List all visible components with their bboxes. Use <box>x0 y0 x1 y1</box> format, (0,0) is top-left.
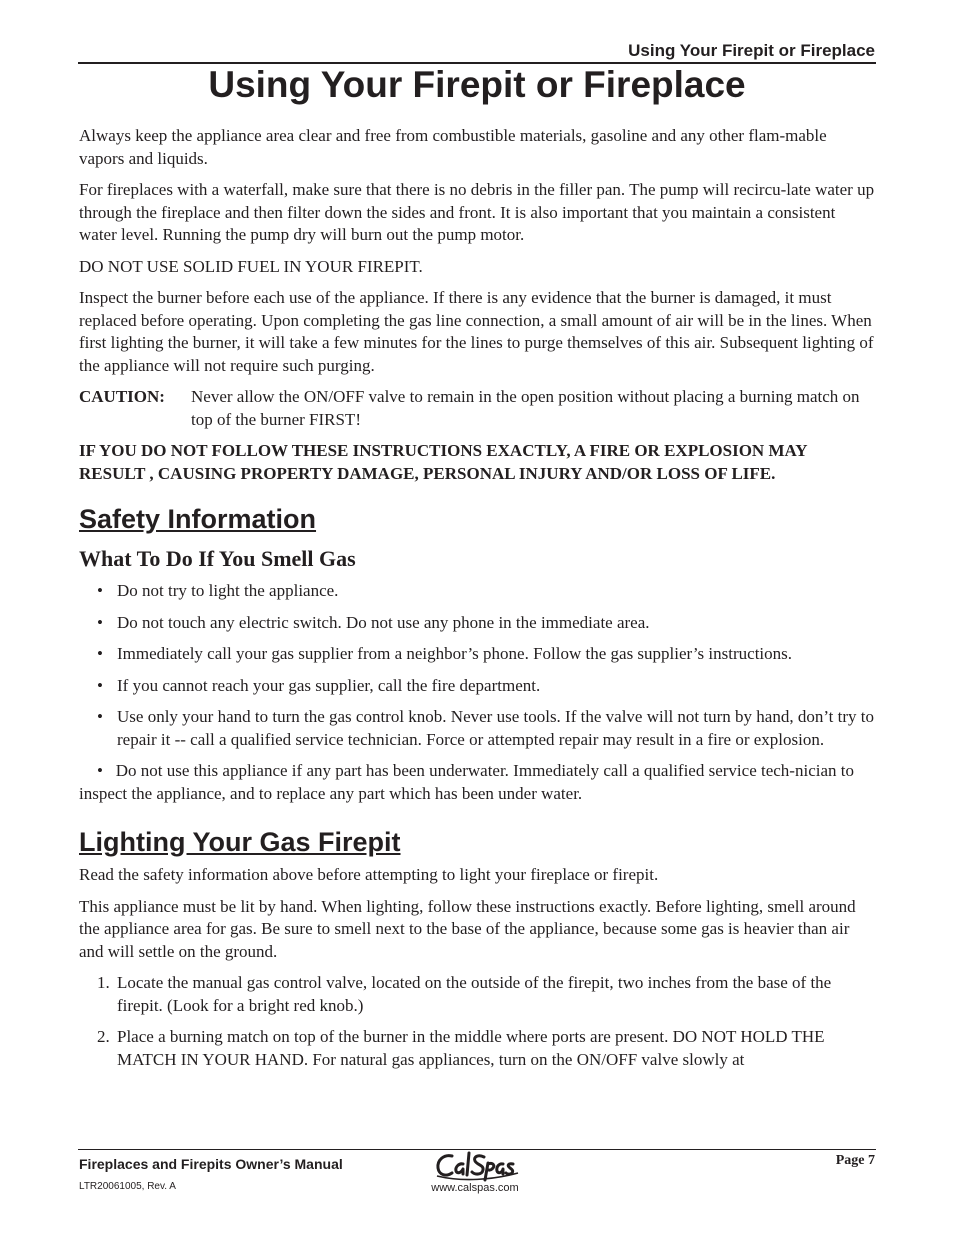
bullet-glyph: • <box>97 707 103 726</box>
calspas-logo <box>432 1149 522 1183</box>
page-title: Using Your Firepit or Fireplace <box>208 64 746 105</box>
page-content <box>79 125 876 1080</box>
list-item-text: Do not try to light the appliance. <box>117 581 339 600</box>
lighting-intro-paragraph: Read the safety information above before attempting to light your fireplace or firepit. <box>79 865 659 884</box>
list-item-text: Immediately call your gas supplier from a neighbor’s phone. Follow the gas supplier’s instructions. <box>117 644 793 663</box>
footer-doc-number: LTR20061005, Rev. A <box>79 1181 176 1192</box>
smell-gas-subheading: What To Do If You Smell Gas <box>79 546 356 571</box>
safety-heading: Safety Information <box>79 504 317 534</box>
list-item <box>79 612 876 635</box>
list-item <box>79 580 876 603</box>
step-item <box>79 1026 876 1071</box>
footer-url: www.calspas.com <box>431 1182 519 1194</box>
step-item <box>79 972 876 1017</box>
step-number: 1. <box>97 973 110 992</box>
footer-manual-title: Fireplaces and Firepits Owner’s Manual <box>79 1156 343 1172</box>
list-item-text: Use only your hand to turn the gas control knob. Never use tools. If the valve will not turn by hand, don’t try to repair it -- call a qualified service technician. Force or attempted repair may result in a fire or explosion. <box>117 707 874 749</box>
caution-label: CAUTION: <box>79 387 165 406</box>
caution-text: Never allow the ON/OFF valve to remain in the open position without placing a burning match on top of the burner FIRST! <box>191 387 860 429</box>
step-text: Place a burning match on top of the burner in the middle where ports are present. DO NOT HOLD THE MATCH IN YOUR HAND. For natural gas appliances, turn on the ON/OFF valve slowly at <box>117 1027 825 1069</box>
fire-explosion-warning: IF YOU DO NOT FOLLOW THESE INSTRUCTIONS EXACTLY, A FIRE OR EXPLOSION MAY RESULT , CAUSING PROPERTY DAMAGE, PERSONAL INJURY AND/OR LOSS OF LIFE. <box>79 441 807 483</box>
lighting-heading: Lighting Your Gas Firepit <box>79 827 401 857</box>
bullet-glyph: • <box>97 644 103 663</box>
burner-inspection-paragraph: Inspect the burner before each use of the appliance. If there is any evidence that the burner is damaged, it must replaced before operating. Upon completing the gas line connection, a small amount of air will be in the lines. When first lighting the burner, it will take a few minutes for the lines to purge themselves of this air. Subsequent lighting of the appliance will not require such purging. <box>79 288 874 375</box>
lighting-instructions-paragraph: This appliance must be lit by hand. When lighting, follow these instructions exactly. Before lighting, smell around the appliance area for gas. Be sure to smell next to the base of the appliance, because some gas is heavier than air and will settle on the ground. <box>79 896 856 961</box>
bullet-glyph: • <box>97 675 103 695</box>
caution-block <box>79 386 876 431</box>
bullet-glyph: • <box>97 612 103 632</box>
page-number: Page 7 <box>835 1153 875 1168</box>
list-item <box>79 675 876 698</box>
bullet-glyph: • <box>97 581 103 600</box>
underwater-bullet-text: Do not use this appliance if any part has been underwater. Immediately call a qualified service tech-nician to inspect the appliance, and to replace any part which has been under water. <box>79 761 854 803</box>
step-number: 2. <box>97 1027 110 1046</box>
list-item <box>79 643 876 666</box>
waterfall-paragraph: For fireplaces with a waterfall, make sure that there is no debris in the filler pan. The pump will recircu-late water up through the fireplace and then filter down the sides and front. It is also important that you maintain a consistent water level. Running the pump dry will burn out the pump motor. <box>79 180 875 244</box>
smell-gas-list <box>79 580 876 751</box>
lighting-steps <box>79 972 876 1071</box>
bullet-glyph: • <box>97 761 103 780</box>
list-item-text: Do not touch any electric switch. Do not use any phone in the immediate area. <box>117 612 650 632</box>
intro-paragraph: Always keep the appliance area clear and free from combustible materials, gasoline and any other flam-mable vapors and liquids. <box>79 126 827 168</box>
running-header: Using Your Firepit or Fireplace <box>628 41 875 60</box>
underwater-bullet-paragraph <box>79 760 876 805</box>
step-text: Locate the manual gas control valve, located on the outside of the firepit, two inches from the base of the firepit. (Look for a bright red knob.) <box>117 973 832 1015</box>
list-item <box>79 706 876 751</box>
solid-fuel-warning: DO NOT USE SOLID FUEL IN YOUR FIREPIT. <box>79 256 423 276</box>
list-item-text: If you cannot reach your gas supplier, call the fire department. <box>117 675 541 695</box>
